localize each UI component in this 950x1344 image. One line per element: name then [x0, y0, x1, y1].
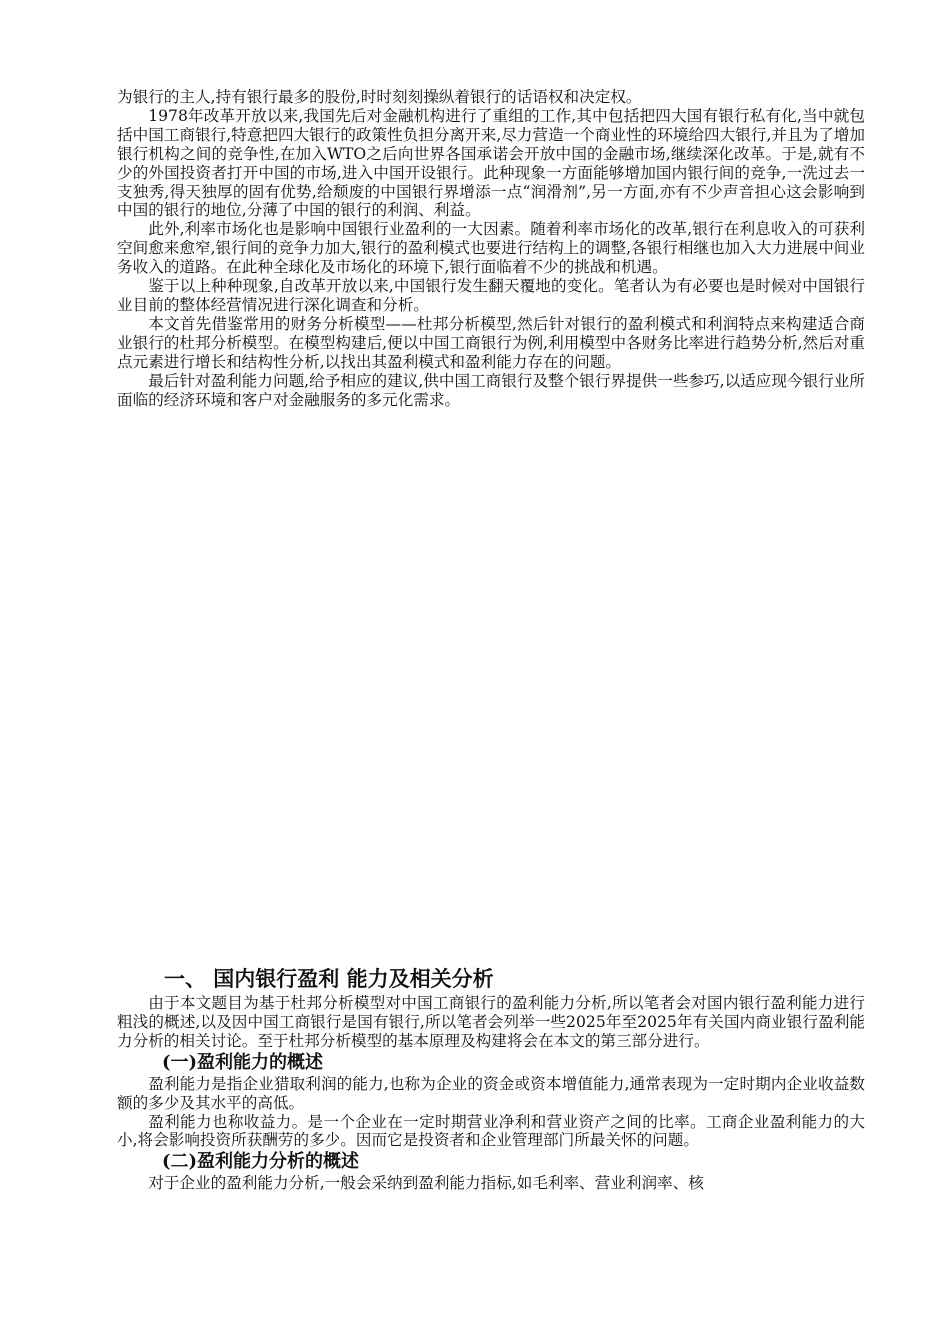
paragraph-motivation: 鉴于以上种种现象,自改革开放以来,中国银行发生翻天覆地的变化。笔者认为有必要也是时候对中国银行业目前的整体经营情况进行深化调查和分析。 — [117, 277, 865, 314]
section-intro: 由于本文题目为基于杜邦分析模型对中国工商银行的盈利能力分析,所以笔者会对国内银行盈利能力进行粗浅的概述,以及因中国工商银行是国有银行,所以笔者会列举一些2025年至2025年有关国内商业银行盈利能力分析的相关讨论。至于杜邦分析模型的基本原理及构建将会在本文的第三部分进行。 — [117, 994, 865, 1050]
section-one — [117, 966, 865, 1193]
subsection-heading-2: (二)盈利能力分析的概述 — [162, 1151, 360, 1173]
paragraph-reform: 1978年改革开放以来,我国先后对金融机构进行了重组的工作,其中包括把四大国有银行私有化,当中就包括中国工商银行,特意把四大银行的政策性负担分离开来,尽力营造一个商业性的环境给四大银行,并且为了增加银行机构之间的竞争性,在加入WTO之后向世界各国承诺会开放中国的金融市场,继续深化改革。于是,就有不少的外国投资者打开中国的市场,进入中国开设银行。此种现象一方面能够增加国内银行间的竞争,一洗过去一支独秀,得天独厚的固有优势,给颓废的中国银行界增添一点“润滑剂”,另一方面,亦有不少声音担心这会影响到中国的银行的地位,分薄了中国的银行的利润、利益。 — [117, 106, 865, 220]
subsection-1-paragraph-2: 盈利能力也称收益力。是一个企业在一定时期营业净利和营业资产之间的比率。工商企业盈利能力的大小,将会影响投资所获酬劳的多少。因而它是投资者和企业管理部门所最关怀的问题。 — [117, 1112, 865, 1150]
section-heading: 一、 国内银行盈利 能力及相关分析 — [164, 966, 494, 991]
subsection-heading-1: (一)盈利能力的概述 — [162, 1051, 324, 1073]
paragraph-interest-rate: 此外,利率市场化也是影响中国银行业盈利的一大因素。随着利率市场化的改革,银行在利息收入的可获利空间愈来愈窄,银行间的竞争力加大,银行的盈利模式也要进行结构上的调整,各银行相继也加入大力进展中间业务收入的道路。在此种全球化及市场化的环境下,银行面临着不少的挑战和机遇。 — [117, 220, 865, 277]
paragraph-continuation: 为银行的主人,持有银行最多的股份,时时刻刻操纵着银行的话语权和决定权。 — [117, 88, 642, 106]
subsection-2-paragraph-1: 对于企业的盈利能力分析,一般会采纳到盈利能力指标,如毛利率、营业利润率、核 — [148, 1174, 704, 1193]
paragraph-method: 本文首先借鉴常用的财务分析模型——杜邦分析模型,然后针对银行的盈利模式和利润特点来构建适合商业银行的杜邦分析模型。在模型构建后,便以中国工商银行为例,利用模型中各财务比率进行趋势分析,然后对重点元素进行增长和结构性分析,以找出其盈利模式和盈利能力存在的问题。 — [117, 314, 865, 371]
body-text-top — [117, 88, 865, 409]
paragraph-conclusion: 最后针对盈利能力问题,给予相应的建议,供中国工商银行及整个银行界提供一些参巧,以适应现今银行业所面临的经济环境和客户对金融服务的多元化需求。 — [117, 371, 865, 409]
subsection-1-paragraph-1: 盈利能力是指企业猎取利润的能力,也称为企业的资金或资本增值能力,通常表现为一定时期内企业收益数额的多少及其水平的高低。 — [117, 1074, 865, 1112]
